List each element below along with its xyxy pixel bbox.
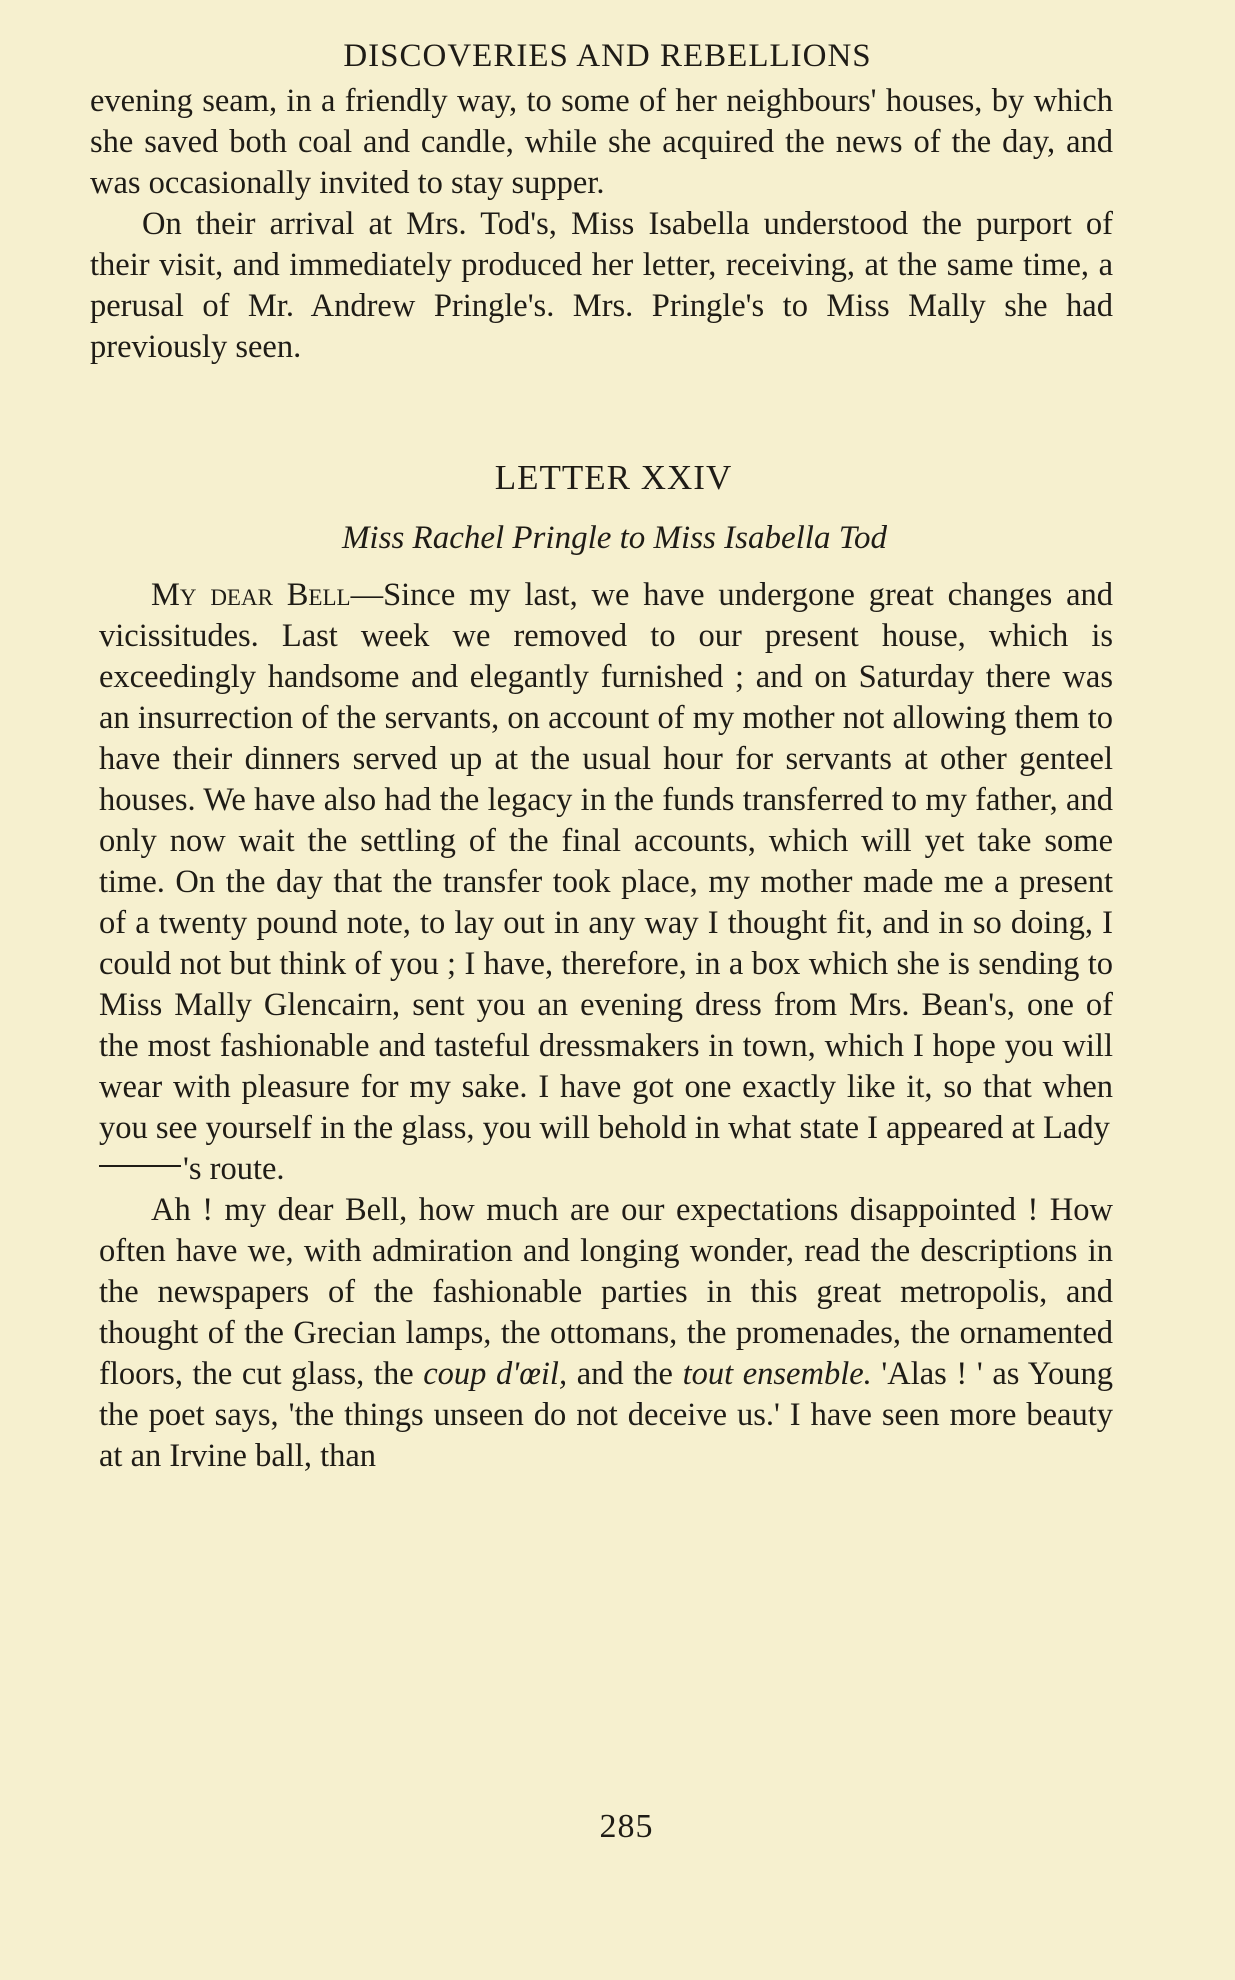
letter-paragraph-2-part-b: and the bbox=[576, 1356, 673, 1392]
running-head: DISCOVERIES AND REBELLIONS bbox=[343, 38, 872, 74]
letter-paragraph-1 bbox=[99, 575, 1113, 1190]
paragraph-continuation: evening seam, in a friendly way, to some of her neighbours' houses, by which she saved both coal and candle, while she acquired the news of the day, and was occasionally invited to stay supper. bbox=[90, 83, 1113, 201]
page-number: 285 bbox=[599, 1808, 654, 1845]
letter-subheading: Miss Rachel Pringle to Miss Isabella Tod bbox=[341, 520, 888, 556]
letter-paragraph-2-part-a: Ah ! my dear Bell, how much are our expectations disappointed ! How often have we, with admiration and longing wonder, read the descriptions in the newspapers of the fashionable parties in this great metropolis, and thought of the Grecian lamps, the ottomans, the promenades, the ornamented floors, the cut glass, the bbox=[99, 1192, 1113, 1392]
letter-heading: LETTER XXIV bbox=[494, 458, 733, 497]
name-omission-dash bbox=[99, 1165, 181, 1167]
salutation: My dear Bell bbox=[151, 577, 351, 613]
letter-body bbox=[94, 575, 1113, 1477]
italic-phrase-coup-doeil: coup d'œil, bbox=[423, 1356, 568, 1392]
letter-paragraph-2 bbox=[99, 1190, 1113, 1477]
letter-paragraph-2-part-c: 'Alas ! ' as Young the poet says, 'the things unseen do not deceive us.' I have seen more beauty at an Irvine ball, than bbox=[99, 1356, 1114, 1474]
paragraph-arrival: On their arrival at Mrs. Tod's, Miss Isabella understood the purport of their visit, and immediately produced her letter, receiving, at the same time, a perusal of Mr. Andrew Pringle's. Mrs. Pringle's to Miss Mally she had previously seen. bbox=[90, 206, 1113, 365]
letter-paragraph-1-end: 's route. bbox=[183, 1151, 285, 1187]
italic-phrase-tout-ensemble: tout ensemble. bbox=[682, 1356, 872, 1392]
letter-section bbox=[90, 458, 1113, 1477]
letter-paragraph-1-text: —Since my last, we have undergone great changes and vicissitudes. Last week we removed to our present house, which is exceedingly handsome and elegantly furnished ; and on Saturday there was an insurrection of the servants, on account of my mother not allowing them to have their dinners served up at the usual hour for servants at other genteel houses. We have also had the legacy in the funds transferred to my father, and only now wait the settling of the final accounts, which will yet take some time. On the day that the transfer took place, my mother made me a present of a twenty pound note, to lay out in any way I thought fit, and in so doing, I could not but think of you ; I have, therefore, in a box which she is sending to Miss Mally Glencairn, sent you an evening dress from Mrs. Bean's, one of the most fashionable and tasteful dressmakers in town, which I hope you will wear with pleasure for my sake. I have got one exactly like it, so that when you see yourself in the glass, you will behold in what state I appeared at Lady bbox=[99, 577, 1113, 1146]
